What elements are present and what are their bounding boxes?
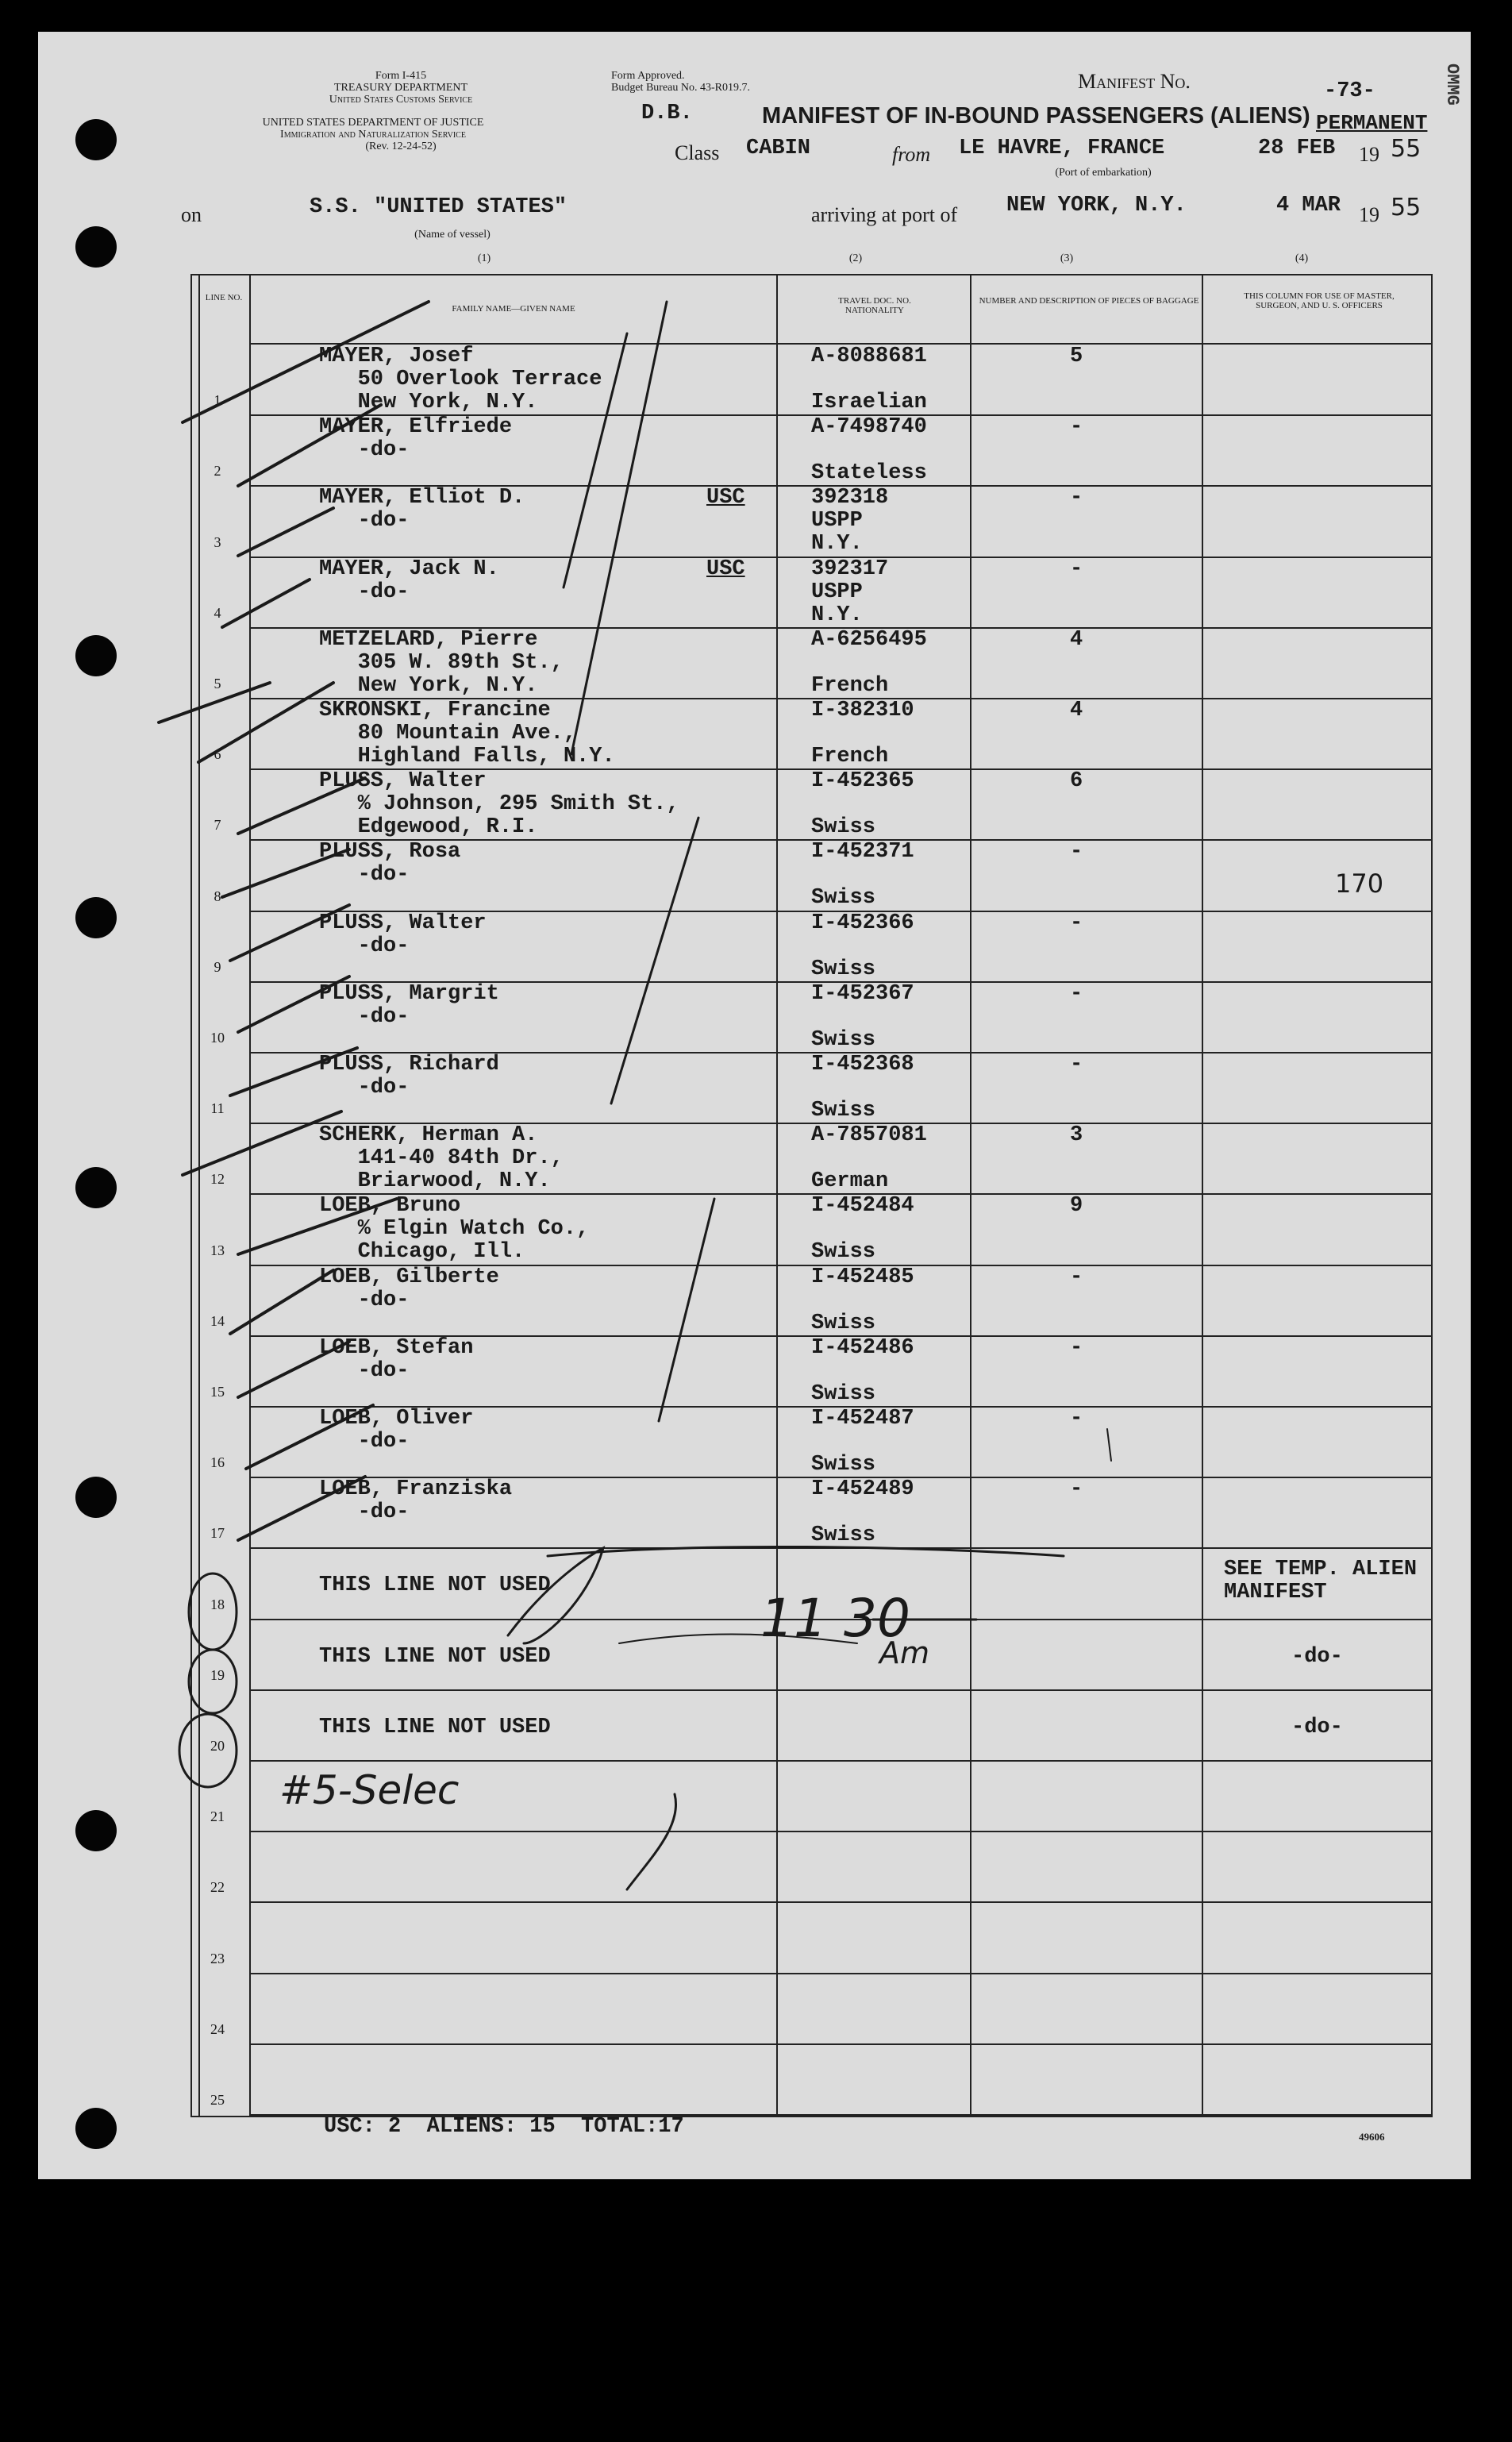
table-row <box>192 629 1431 699</box>
db-mark: D.B. <box>641 102 693 125</box>
vessel-caption: (Name of vessel) <box>414 229 491 241</box>
handwritten-ampm: Am <box>879 1635 930 1670</box>
row-number: 10 <box>210 1029 225 1046</box>
handwritten-note: #5-Selec <box>279 1767 460 1813</box>
table-row <box>192 770 1431 841</box>
passenger-name: MAYER, Elliot D. -do- <box>319 486 525 533</box>
passenger-name: MAYER, Jack N. -do- <box>319 557 499 604</box>
row-number: 22 <box>210 1879 225 1896</box>
port-embark-caption: (Port of embarkation) <box>1055 167 1152 179</box>
punch-hole <box>75 1810 117 1851</box>
travel-doc: I-382310 French <box>811 699 914 768</box>
passenger-name: LOEB, Franziska -do- <box>319 1477 513 1525</box>
travel-doc: I-452486 Swiss <box>811 1335 914 1406</box>
passenger-name: PLUSS, Walter % Johnson, 295 Smith St., Edgewood, R.I. <box>319 769 679 840</box>
punch-hole <box>75 897 117 938</box>
travel-doc: I-452371 Swiss <box>811 840 914 911</box>
table-row <box>192 1691 1431 1762</box>
doj-name: UNITED STATES DEPARTMENT OF JUSTICE <box>262 117 484 129</box>
travel-doc: A-8088681 Israelian <box>811 345 927 414</box>
officer-note: SEE TEMP. ALIEN MANIFEST <box>1224 1558 1418 1605</box>
row-number: 6 <box>214 746 221 763</box>
passenger-name: MAYER, Josef 50 Overlook Terrace New York, N.Y. <box>319 345 602 414</box>
usc-mark: USC <box>706 486 745 510</box>
table-row <box>192 1903 1431 1974</box>
table-row <box>192 487 1431 557</box>
row-number: 24 <box>210 2020 225 2037</box>
table-row <box>192 1974 1431 2045</box>
class-label: Class <box>675 141 720 164</box>
row-number: 5 <box>214 675 221 691</box>
passenger-name: SKRONSKI, Francine 80 Mountain Ave., Highland Falls, N.Y. <box>319 699 615 768</box>
passenger-name: PLUSS, Walter -do- <box>319 911 487 958</box>
row-number: 7 <box>214 817 221 834</box>
baggage-count: - <box>1070 1265 1083 1289</box>
travel-doc: I-452366 Swiss <box>811 911 914 981</box>
header-travel-doc: TRAVEL DOC. NO. NATIONALITY <box>838 296 911 315</box>
table-row <box>192 1124 1431 1195</box>
totals-line: USC: 2 ALIENS: 15 TOTAL:17 <box>324 2115 684 2139</box>
embark-year-prefix: 19 <box>1359 143 1379 166</box>
officer-note: -do- <box>1291 1644 1343 1669</box>
printer-code: 49606 <box>1359 2131 1385 2143</box>
baggage-count: - <box>1070 981 1083 1006</box>
passenger-name: PLUSS, Richard -do- <box>319 1053 499 1100</box>
row-number: 19 <box>210 1666 225 1683</box>
passenger-name: PLUSS, Rosa -do- <box>319 840 461 888</box>
table-row <box>192 1408 1431 1478</box>
travel-doc: A-6256495 French <box>811 627 927 698</box>
table-row <box>192 1337 1431 1408</box>
officer-note: 170 <box>1335 869 1384 899</box>
table-row <box>192 558 1431 629</box>
baggage-count: - <box>1070 1477 1083 1502</box>
row-number: 17 <box>210 1525 225 1542</box>
travel-doc: I-452487 Swiss <box>811 1407 914 1477</box>
arrival-date: 4 MAR <box>1276 194 1341 218</box>
baggage-count: - <box>1070 911 1083 935</box>
handwritten-time: 11 30 <box>760 1588 910 1649</box>
officer-note: -do- <box>1291 1715 1343 1739</box>
on-label: on <box>181 203 202 226</box>
arriving-label: arriving at port of <box>811 203 958 226</box>
arrival-year: 55 <box>1391 194 1422 221</box>
row-number: 12 <box>210 1171 225 1188</box>
travel-doc: A-7857081 German <box>811 1123 927 1194</box>
row-number: 11 <box>210 1100 225 1117</box>
punch-hole <box>75 2108 117 2149</box>
col-num-2: (2) <box>848 252 863 264</box>
row-number: 3 <box>214 533 221 550</box>
baggage-count: 4 <box>1070 699 1083 722</box>
table-row <box>192 1266 1431 1337</box>
travel-doc: A-7498740 Stateless <box>811 415 927 486</box>
table-row <box>192 1832 1431 1903</box>
table-row <box>192 416 1431 487</box>
row-number: 13 <box>210 1242 225 1258</box>
table-row <box>192 1195 1431 1265</box>
arrival-port: NEW YORK, N.Y. <box>1006 194 1187 218</box>
permanent-mark: PERMANENT <box>1316 111 1428 135</box>
baggage-count: 5 <box>1070 345 1083 368</box>
table-row <box>192 1478 1431 1549</box>
row-number: 21 <box>210 1808 225 1825</box>
travel-doc: I-452365 Swiss <box>811 769 914 840</box>
travel-doc: I-452489 Swiss <box>811 1477 914 1548</box>
row-number: 23 <box>210 1950 225 1966</box>
baggage-count: - <box>1070 840 1083 865</box>
row-number: 9 <box>214 958 221 975</box>
row-number: 14 <box>210 1312 225 1329</box>
manifest-no-label: Manifest No. <box>1078 70 1191 93</box>
passenger-name: LOEB, Bruno % Elgin Watch Co., Chicago, Ill. <box>319 1194 590 1265</box>
passenger-name: LOEB, Oliver -do- <box>319 1407 474 1454</box>
row-number: 25 <box>210 2091 225 2108</box>
punch-hole <box>75 119 117 160</box>
travel-doc: 392318 USPP N.Y. <box>811 486 889 557</box>
table-row <box>192 2045 1431 2116</box>
travel-doc: I-452367 Swiss <box>811 981 914 1052</box>
inspection-stamp: OMMG <box>1442 64 1462 106</box>
budget-bureau: Budget Bureau No. 43-R019.7. <box>611 82 750 94</box>
table-row <box>192 1053 1431 1124</box>
baggage-count: - <box>1070 557 1083 581</box>
baggage-count: - <box>1070 415 1083 440</box>
travel-doc: I-452485 Swiss <box>811 1265 914 1335</box>
form-approved: Form Approved. <box>611 70 685 82</box>
table-row <box>192 345 1431 416</box>
baggage-count: - <box>1070 1335 1083 1360</box>
passenger-name: PLUSS, Margrit -do- <box>319 981 499 1029</box>
baggage-count: 4 <box>1070 627 1083 652</box>
vessel-name: S.S. "UNITED STATES" <box>310 195 567 219</box>
passenger-name: SCHERK, Herman A. 141-40 84th Dr., Briarwood, N.Y. <box>319 1123 564 1194</box>
baggage-count: 6 <box>1070 769 1083 794</box>
baggage-count: - <box>1070 1407 1083 1431</box>
punch-hole <box>75 1167 117 1208</box>
col-num-4: (4) <box>1295 252 1309 264</box>
punch-hole <box>75 635 117 676</box>
travel-doc: I-452368 Swiss <box>811 1053 914 1123</box>
embark-year: 55 <box>1391 135 1422 163</box>
passenger-name: LOEB, Gilberte -do- <box>319 1265 499 1312</box>
manifest-no: -73- <box>1324 79 1375 103</box>
class-value: CABIN <box>746 137 811 160</box>
treasury-dept: TREASURY DEPARTMENT <box>333 82 468 94</box>
row-number: 4 <box>214 604 221 621</box>
row-number: 8 <box>214 888 221 904</box>
table-row <box>192 841 1431 911</box>
col-num-3: (3) <box>1060 252 1074 264</box>
row-number: 16 <box>210 1454 225 1471</box>
usc-mark: USC <box>706 557 745 581</box>
table-row <box>192 983 1431 1053</box>
passenger-name: MAYER, Elfriede -do- <box>319 415 513 463</box>
from-value: LE HAVRE, FRANCE <box>959 137 1165 160</box>
punch-hole <box>75 1477 117 1518</box>
customs-service: United States Customs Service <box>329 94 473 106</box>
row-number: 2 <box>214 463 221 480</box>
from-label: from <box>892 143 931 166</box>
header-baggage: NUMBER AND DESCRIPTION OF PIECES OF BAGGAGE <box>979 296 1199 306</box>
row-number: 1 <box>214 392 221 409</box>
form-number: Form I-415 <box>375 70 427 82</box>
row-number: 18 <box>210 1596 225 1612</box>
header-name: FAMILY NAME—GIVEN NAME <box>452 304 575 314</box>
embark-date: 28 FEB <box>1258 137 1336 160</box>
passenger-table <box>190 274 1433 2117</box>
baggage-count: - <box>1070 1053 1083 1077</box>
col-num-1: (1) <box>477 252 491 264</box>
baggage-count: 9 <box>1070 1194 1083 1219</box>
row-number: 15 <box>210 1383 225 1400</box>
form-revision: (Rev. 12-24-52) <box>365 141 437 152</box>
manifest-title: MANIFEST OF IN-BOUND PASSENGERS (ALIENS) <box>762 103 1310 129</box>
passenger-name: THIS LINE NOT USED <box>319 1644 551 1669</box>
travel-doc: 392317 USPP N.Y. <box>811 557 889 627</box>
arrival-year-prefix: 19 <box>1359 203 1379 226</box>
punch-hole <box>75 226 117 268</box>
table-row <box>192 912 1431 983</box>
header-officers: THIS COLUMN FOR USE OF MASTER, SURGEON, AND U. S. OFFICERS <box>1244 291 1395 310</box>
passenger-name: LOEB, Stefan -do- <box>319 1335 474 1383</box>
travel-doc: I-452484 Swiss <box>811 1194 914 1265</box>
header-line-no: LINE NO. <box>205 293 243 302</box>
table-row <box>192 699 1431 770</box>
ins-name: Immigration and Naturalization Service <box>280 129 466 141</box>
row-number: 20 <box>210 1737 225 1754</box>
passenger-name: THIS LINE NOT USED <box>319 1573 551 1598</box>
baggage-count: 3 <box>1070 1123 1083 1148</box>
baggage-count: - <box>1070 486 1083 510</box>
passenger-name: THIS LINE NOT USED <box>319 1715 551 1739</box>
passenger-name: METZELARD, Pierre 305 W. 89th St., New York, N.Y. <box>319 627 564 698</box>
